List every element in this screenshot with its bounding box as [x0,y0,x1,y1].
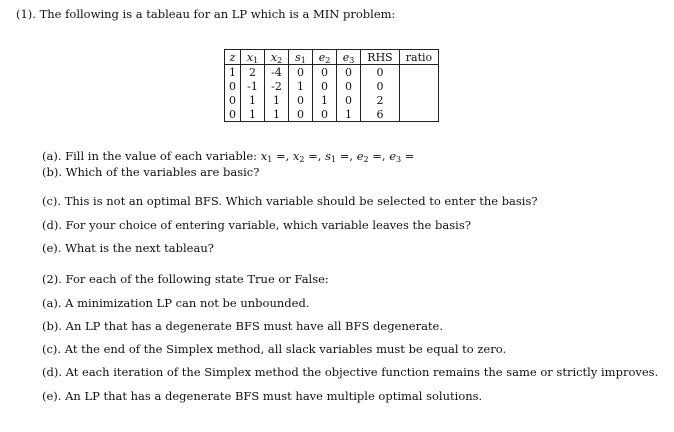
table-cell: 6 [361,107,400,122]
table-cell: 1 [289,79,313,93]
tableau-row [225,79,439,93]
tableau-row [225,107,439,122]
header-e3: $e_3$ [337,50,361,65]
header-x2: $x_2$ [265,50,289,65]
q2-part-b: (b). An LP that has a degenerate BFS must have all BFS degenerate. [42,319,444,333]
q2-part-e: (e). An LP that has a degenerate BFS must have multiple optimal solutions. [42,389,483,403]
q1-part-d: (d). For your choice of entering variable, which variable leaves the basis? [42,218,471,232]
table-cell: 1 [241,107,265,122]
table-cell: 0 [289,65,313,80]
tableau-row [225,65,439,80]
table-cell: 0 [313,79,337,93]
table-cell: -2 [265,79,289,93]
table-cell: 0 [225,107,241,122]
table-cell: 1 [225,65,241,80]
table-cell [400,107,439,122]
q2-title: (2). For each of the following state True or False: [42,272,329,286]
table-cell: 0 [225,79,241,93]
q2-part-d: (d). At each iteration of the Simplex method the objective function remains the same or strictly improves. [42,365,659,379]
q1-part-a-text: (a). Fill in the value of each variable: [42,149,261,163]
table-cell [400,65,439,80]
table-cell: 0 [225,93,241,107]
table-cell: 1 [241,93,265,107]
q1-part-c: (c). This is not an optimal BFS. Which variable should be selected to enter the basis? [42,194,538,208]
tableau-row [225,93,439,107]
table-cell: 0 [289,93,313,107]
table-cell: 0 [361,79,400,93]
q2-part-c: (c). At the end of the Simplex method, all slack variables must be equal to zero. [42,342,507,356]
table-cell: 0 [337,93,361,107]
header-x1: $x_1$ [241,50,265,65]
q1-part-a: (a). Fill in the value of each variable: $x_1$ =, $x_2$ =, $s_1$ =, $e_2$ =, $e_3$ = [42,149,415,164]
table-cell: -1 [241,79,265,93]
table-cell: 1 [265,93,289,107]
simplex-tableau [224,49,439,122]
header-s1: $s_1$ [289,50,313,65]
table-cell: 0 [361,65,400,80]
table-cell [400,79,439,93]
table-cell: 2 [241,65,265,80]
table-cell: 1 [337,107,361,122]
header-e2: $e_2$ [313,50,337,65]
table-cell: 2 [361,93,400,107]
table-cell: -4 [265,65,289,80]
q1-title: (1). The following is a tableau for an LP which is a MIN problem: [16,7,396,21]
q2-part-a: (a). A minimization LP can not be unbounded. [42,296,310,310]
tableau-header-row [225,50,439,65]
table-cell: 0 [313,107,337,122]
header-z: z [225,50,241,65]
q1-part-e: (e). What is the next tableau? [42,241,214,255]
header-ratio: ratio [400,50,439,65]
table-cell: 0 [289,107,313,122]
table-cell: 0 [313,65,337,80]
q1-part-b: (b). Which of the variables are basic? [42,165,260,179]
table-cell: 0 [337,65,361,80]
table-cell: 0 [337,79,361,93]
header-rhs: RHS [361,50,400,65]
table-cell: 1 [265,107,289,122]
table-cell: 1 [313,93,337,107]
table-cell [400,93,439,107]
